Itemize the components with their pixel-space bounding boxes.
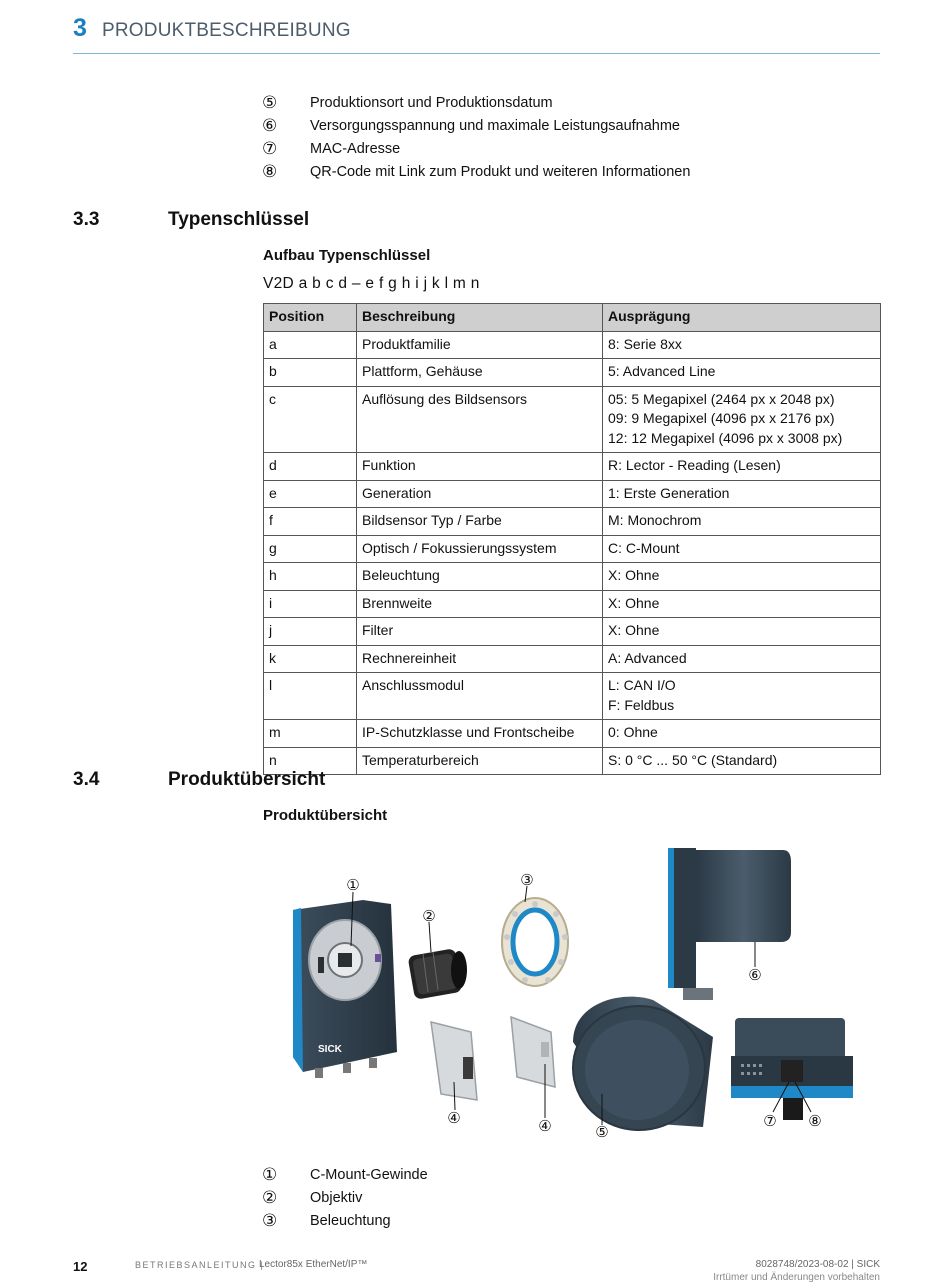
table-row bbox=[264, 480, 881, 508]
cell-value bbox=[603, 590, 881, 618]
callout-7: ⑦ bbox=[763, 1112, 777, 1130]
table-row bbox=[264, 720, 881, 748]
footer-disclaimer: Irrtümer und Änderungen vorbehalten bbox=[713, 1272, 880, 1283]
footer-manual-label: BETRIEBSANLEITUNG | bbox=[135, 1260, 265, 1270]
legend-text: Beleuchtung bbox=[310, 1213, 391, 1229]
cell-value bbox=[603, 645, 881, 673]
callout-3: ③ bbox=[520, 871, 534, 889]
table-header-row bbox=[264, 304, 881, 332]
cell-value-line: 5: Advanced Line bbox=[608, 363, 716, 379]
table-row bbox=[264, 673, 881, 720]
section-title: Typenschlüssel bbox=[168, 209, 310, 230]
legend-number: ⑥ bbox=[262, 116, 278, 135]
cell-description: Brennweite bbox=[357, 590, 603, 618]
table-row bbox=[264, 453, 881, 481]
cell-value-line: X: Ohne bbox=[608, 567, 660, 583]
table-row bbox=[264, 331, 881, 359]
cell-position: a bbox=[264, 331, 357, 359]
header-divider bbox=[73, 53, 880, 54]
legend-number: ⑤ bbox=[262, 93, 278, 112]
type-key-table bbox=[263, 303, 881, 775]
illumination-ring bbox=[502, 898, 568, 986]
cell-value-line: R: Lector - Reading (Lesen) bbox=[608, 457, 781, 473]
cell-description: Generation bbox=[357, 480, 603, 508]
legend-text: Versorgungsspannung und maximale Leistungsaufnahme bbox=[310, 118, 680, 134]
cell-value-line: 05: 5 Megapixel (2464 px x 2048 px) bbox=[608, 390, 835, 407]
cell-position: f bbox=[264, 508, 357, 536]
product-overview-figure bbox=[263, 842, 880, 1142]
callout-8: ⑧ bbox=[808, 1112, 822, 1130]
cell-description: IP-Schutzklasse und Frontscheibe bbox=[357, 720, 603, 748]
cell-position: m bbox=[264, 720, 357, 748]
table-row bbox=[264, 590, 881, 618]
cell-value bbox=[603, 535, 881, 563]
protective-tube bbox=[573, 997, 713, 1130]
legend-number: ① bbox=[262, 1165, 278, 1184]
cell-value bbox=[603, 386, 881, 453]
cell-value-line: S: 0 °C ... 50 °C (Standard) bbox=[608, 751, 778, 768]
cell-value-line: 8: Serie 8xx bbox=[608, 335, 682, 352]
table-row bbox=[264, 563, 881, 591]
cell-value bbox=[603, 720, 881, 748]
callout-1: ① bbox=[346, 876, 360, 894]
cell-position: i bbox=[264, 590, 357, 618]
subsection-title: Aufbau Typenschlüssel bbox=[263, 247, 431, 264]
legend-text: Produktionsort und Produktionsdatum bbox=[310, 95, 553, 111]
footer-document-id: 8028748/2023-08-02 | SICK bbox=[755, 1259, 880, 1270]
cell-description: Bildsensor Typ / Farbe bbox=[357, 508, 603, 536]
type-code: V2D a b c d – e f g h i j k l m n bbox=[263, 275, 480, 292]
cell-value-line: M: Monochrom bbox=[608, 512, 702, 528]
cell-value bbox=[603, 453, 881, 481]
cell-value bbox=[603, 508, 881, 536]
cell-description: Plattform, Gehäuse bbox=[357, 359, 603, 387]
column-header-description: Beschreibung bbox=[357, 304, 603, 332]
cell-value-line: X: Ohne bbox=[608, 622, 660, 638]
cell-description: Optisch / Fokussierungssystem bbox=[357, 535, 603, 563]
table-row bbox=[264, 747, 881, 775]
cell-value-line: A: Advanced bbox=[608, 649, 687, 666]
cell-value-line: 09: 9 Megapixel (4096 px x 2176 px) bbox=[608, 410, 835, 426]
cell-description: Produktfamilie bbox=[357, 331, 603, 359]
cell-value bbox=[603, 331, 881, 359]
callout-6: ⑥ bbox=[748, 966, 762, 984]
page-number: 12 bbox=[73, 1259, 88, 1274]
table-row bbox=[264, 359, 881, 387]
cell-value-line: 0: Ohne bbox=[608, 724, 658, 740]
cell-value bbox=[603, 563, 881, 591]
legend-text: C-Mount-Gewinde bbox=[310, 1167, 428, 1183]
cell-description: Auflösung des Bildsensors bbox=[357, 386, 603, 453]
cell-position: b bbox=[264, 359, 357, 387]
table-row bbox=[264, 645, 881, 673]
cell-value bbox=[603, 359, 881, 387]
table-row bbox=[264, 618, 881, 646]
chapter-title: PRODUKTBESCHREIBUNG bbox=[102, 20, 351, 41]
cell-value bbox=[603, 618, 881, 646]
cell-position: h bbox=[264, 563, 357, 591]
section-number: 3.4 bbox=[73, 769, 100, 790]
legend-number: ③ bbox=[262, 1211, 278, 1230]
footer-product-name: Lector85x EtherNet/IP™ bbox=[259, 1259, 368, 1270]
column-header-value: Ausprägung bbox=[603, 304, 881, 332]
legend-text: MAC-Adresse bbox=[310, 141, 401, 157]
cell-description: Rechnereinheit bbox=[357, 645, 603, 673]
cell-value bbox=[603, 747, 881, 775]
cell-value bbox=[603, 673, 881, 720]
cell-description: Temperaturbereich bbox=[357, 747, 603, 775]
legend-number: ⑧ bbox=[262, 162, 278, 181]
legend-number: ⑦ bbox=[262, 139, 278, 158]
cell-position: j bbox=[264, 618, 357, 646]
cell-value-line: X: Ohne bbox=[608, 594, 660, 611]
camera-housing bbox=[293, 900, 397, 1078]
device-rear-view bbox=[731, 1018, 853, 1120]
cell-position: d bbox=[264, 453, 357, 481]
lens-objective bbox=[408, 948, 467, 1000]
cell-position: l bbox=[264, 673, 357, 720]
callout-2: ② bbox=[422, 907, 436, 925]
legend-text: QR-Code mit Link zum Produkt und weiteren Informationen bbox=[310, 164, 691, 180]
column-header-position: Position bbox=[264, 304, 357, 332]
cell-value-line: 12: 12 Megapixel (4096 px x 3008 px) bbox=[608, 429, 843, 446]
subsection-title: Produktübersicht bbox=[263, 807, 388, 824]
section-title: Produktübersicht bbox=[168, 769, 326, 790]
section-number: 3.3 bbox=[73, 209, 100, 230]
cell-position: e bbox=[264, 480, 357, 508]
legend-text: Objektiv bbox=[310, 1190, 363, 1206]
device-side-view bbox=[668, 848, 791, 1000]
cell-description: Anschlussmodul bbox=[357, 673, 603, 720]
callout-5: ⑤ bbox=[595, 1123, 609, 1141]
cell-position: g bbox=[264, 535, 357, 563]
table-row bbox=[264, 508, 881, 536]
callout-4b: ④ bbox=[538, 1117, 552, 1135]
table-row bbox=[264, 386, 881, 453]
cell-position: k bbox=[264, 645, 357, 673]
mounting-bracket bbox=[511, 1017, 555, 1087]
cell-description: Filter bbox=[357, 618, 603, 646]
cell-value bbox=[603, 480, 881, 508]
cell-description: Funktion bbox=[357, 453, 603, 481]
legend-number: ② bbox=[262, 1188, 278, 1207]
cell-position: c bbox=[264, 386, 357, 453]
cell-value-line: 1: Erste Generation bbox=[608, 484, 730, 501]
chapter-number: 3 bbox=[73, 14, 87, 42]
brand-logo: SICK bbox=[318, 1044, 342, 1055]
table-row bbox=[264, 535, 881, 563]
cell-description: Beleuchtung bbox=[357, 563, 603, 591]
cell-value-line: C: C-Mount bbox=[608, 539, 680, 556]
callout-4: ④ bbox=[447, 1109, 461, 1127]
cell-position: n bbox=[264, 747, 357, 775]
cell-value-line: L: CAN I/O bbox=[608, 677, 676, 693]
cell-value-line: F: Feldbus bbox=[608, 696, 675, 713]
